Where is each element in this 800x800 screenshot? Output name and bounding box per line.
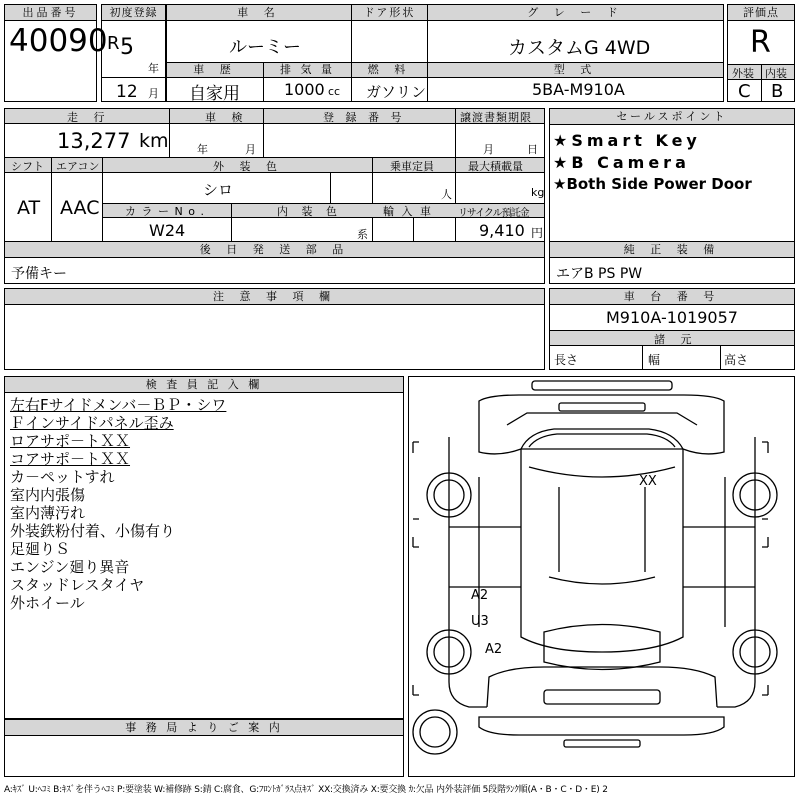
divider (455, 158, 456, 241)
damage-mark-hood: XX (639, 474, 657, 489)
inspection-label: 車 検 (205, 111, 249, 124)
chassis-number: M910A-1019057 (606, 308, 738, 327)
interior-label: 内装 (765, 67, 787, 80)
divider (413, 218, 414, 241)
left-door-lines (449, 477, 521, 627)
inspector-note-line: 室内内張傷 (10, 486, 86, 504)
era: R (107, 33, 120, 54)
interior-color-label: 内 装 色 (277, 205, 342, 218)
caution-label: 注 意 事 項 欄 (5, 289, 544, 305)
damage-diagram-box (408, 376, 795, 777)
max-load-unit: kg (531, 186, 545, 199)
mileage: 13,277 (57, 129, 131, 153)
bracket-marks (413, 442, 768, 695)
chassis-box (549, 288, 795, 370)
inspection-month-unit: 月 (245, 143, 256, 156)
door-label: ドア形状 (352, 5, 427, 21)
windshield-outline (521, 429, 683, 449)
displacement: 1000 (284, 80, 325, 99)
inspector-notes (10, 396, 226, 612)
vehicle-history: 自家用 (189, 84, 240, 104)
transfer-month-unit: 月 (483, 143, 494, 156)
vehicle-details-box (4, 108, 545, 242)
inspection-year-unit: 年 (197, 143, 208, 156)
front-grille (559, 403, 645, 411)
selling-point-3: ★Both Side Power Door (553, 175, 752, 193)
divider (330, 173, 331, 203)
rear-bumper-outline (479, 717, 724, 735)
transfer-day-unit: 日 (527, 143, 538, 156)
displacement-unit: cc (328, 85, 341, 98)
office-label: 事 務 局 よ り ご 案 内 (5, 720, 403, 736)
interior-grade: B (771, 81, 784, 102)
month-unit: 月 (148, 87, 159, 100)
recycle-label: リサイクル預託金 (458, 208, 529, 219)
divider (720, 346, 721, 369)
divider (231, 204, 232, 241)
exterior-label: 外装 (732, 67, 754, 80)
inspector-label: 検 査 員 記 入 欄 (5, 377, 403, 393)
left-inner-outline (479, 425, 521, 454)
divider (102, 77, 165, 78)
selling-point-2: ★B Camera (553, 153, 690, 172)
history-box (166, 62, 264, 102)
inspector-note-line: エンジン廻り異音 (10, 558, 130, 576)
divider (102, 158, 103, 241)
model-box (427, 62, 724, 102)
model-label: 型 式 (428, 63, 723, 78)
model-code: 5BA-M910A (532, 80, 625, 99)
divider (263, 109, 264, 157)
displacement-box (263, 62, 352, 102)
right-inner-outline (683, 425, 724, 454)
roof-outline (532, 381, 672, 390)
damage-mark-left-rear: A2 (485, 642, 503, 657)
inspector-note-line: スタッドレスタイヤ (10, 576, 145, 594)
recycle-fee: 9,410 (479, 221, 525, 240)
divider (372, 158, 373, 241)
rear-outline (487, 667, 717, 707)
transfer-label: 譲渡書類期限 (460, 111, 532, 124)
year-unit: 年 (148, 62, 159, 75)
cabin-outline (521, 449, 683, 652)
length-label: 長さ (554, 353, 579, 367)
divider (455, 109, 456, 157)
import-label: 輸 入 車 (383, 205, 433, 218)
legend: A:ｷｽﾞ U:ﾍｺﾐ B:ｷｽﾞを伴うﾍｺﾐ P:要塗装 W:補修跡 S:錆 C:腐食、G:ﾌﾛﾝﾄｶﾞﾗｽ点ｷｽﾞ XX:交換済み X:要交換 ｶ:欠品 内外装評価 5段階ﾗﾝｸ順(A・B・C・D・E) 2 (4, 785, 608, 795)
overall-score: R (750, 25, 771, 60)
first-registration-label: 初度登録 (102, 5, 165, 21)
lot-number: 40090 (9, 23, 108, 59)
inspector-note-line: 外ホイール (10, 594, 85, 612)
grade-label: グ レ ー ド (428, 5, 723, 21)
fuel-type: ガソリン (366, 83, 427, 101)
damage-mark-left-front-1: A2 (471, 588, 489, 603)
recycle-unit: 円 (531, 226, 544, 240)
inspector-note-line: 足廻りＳ (10, 540, 71, 558)
color-number-label: カ ラ ー N o . (125, 205, 205, 218)
car-name: ルーミー (229, 37, 301, 58)
right-door-lines (683, 477, 755, 627)
selling-points-label: セールスポイント (550, 109, 794, 125)
lot-number-label: 出品番号 (5, 5, 96, 21)
air-conditioner: AAC (60, 197, 100, 219)
fuel-label: 燃 料 (352, 63, 427, 78)
max-load-label: 最大積載量 (468, 160, 523, 173)
windshield-inner (529, 434, 675, 447)
chassis-label: 車 台 番 号 (550, 289, 794, 305)
interior-color-unit: 系 (357, 228, 368, 241)
inspector-note-line: コアサポ－トＸＸ (10, 450, 131, 468)
inspector-note-line: 外装鉄粉付着、小傷有り (10, 522, 176, 540)
later-parts: 予備キー (11, 266, 67, 282)
shift: AT (17, 197, 41, 219)
equipment-label: 純 正 装 備 (550, 242, 794, 258)
displacement-label: 排 気 量 (264, 63, 351, 78)
height-label: 高さ (724, 353, 749, 367)
shift-label: シフト (11, 160, 44, 173)
ac-label: エアコン (56, 160, 100, 173)
exterior-grade: C (738, 81, 751, 102)
hood-outline (507, 413, 697, 425)
mileage-unit: km (139, 130, 169, 152)
specs-label: 諸 元 (654, 333, 698, 346)
divider (761, 65, 762, 101)
equipment: エアB PS PW (556, 266, 643, 282)
score-box (727, 4, 795, 102)
inspector-box (4, 376, 404, 719)
inspector-note-line: Ｆインサイドパネル歪み (10, 414, 174, 432)
color-label: 外 装 色 (213, 160, 283, 173)
inspector-note-line: 室内薄汚れ (10, 504, 86, 522)
fuel-box (351, 62, 428, 102)
registration-year: 5 (120, 35, 134, 60)
width-label: 幅 (648, 353, 661, 367)
exterior-color: シロ (203, 181, 234, 199)
grade-value: カスタムG 4WD (508, 37, 651, 59)
history-label: 車 歴 (167, 63, 263, 78)
first-registration-box (101, 4, 166, 102)
rear-window-outline (544, 625, 660, 670)
capacity-label: 乗車定員 (390, 160, 434, 173)
divider (642, 346, 643, 369)
reg-number-label: 登 録 番 号 (323, 111, 406, 124)
caution-box (4, 288, 545, 370)
divider (51, 158, 52, 241)
divider (169, 109, 170, 157)
inspector-note-line: ロアサポ－トＸＸ (10, 432, 131, 450)
rear-plate (544, 690, 660, 704)
rear-lamp (564, 740, 640, 747)
selling-point-1: ★Smart Key (553, 131, 701, 150)
rear-seat-outline (549, 577, 655, 584)
later-parts-box (4, 241, 545, 284)
inspector-note-line: カ－ペットすれ (10, 468, 115, 486)
selling-points-box (549, 108, 795, 242)
center-console (559, 487, 645, 572)
lot-number-box (4, 4, 108, 102)
capacity-unit: 人 (441, 188, 452, 201)
color-number: W24 (149, 221, 186, 240)
office-box (4, 719, 404, 777)
car-name-label: 車 名 (167, 5, 351, 21)
inspector-note-line: 左右Fサイドメンバ－ＢＰ・シワ (10, 396, 227, 414)
equipment-box (549, 241, 795, 284)
car-damage-diagram (409, 377, 794, 776)
registration-month: 12 (116, 82, 138, 102)
mileage-label: 走 行 (67, 111, 111, 124)
later-parts-label: 後 日 発 送 部 品 (5, 242, 544, 258)
damage-mark-left-front-2: U3 (471, 614, 489, 629)
score-label: 評価点 (728, 5, 794, 21)
